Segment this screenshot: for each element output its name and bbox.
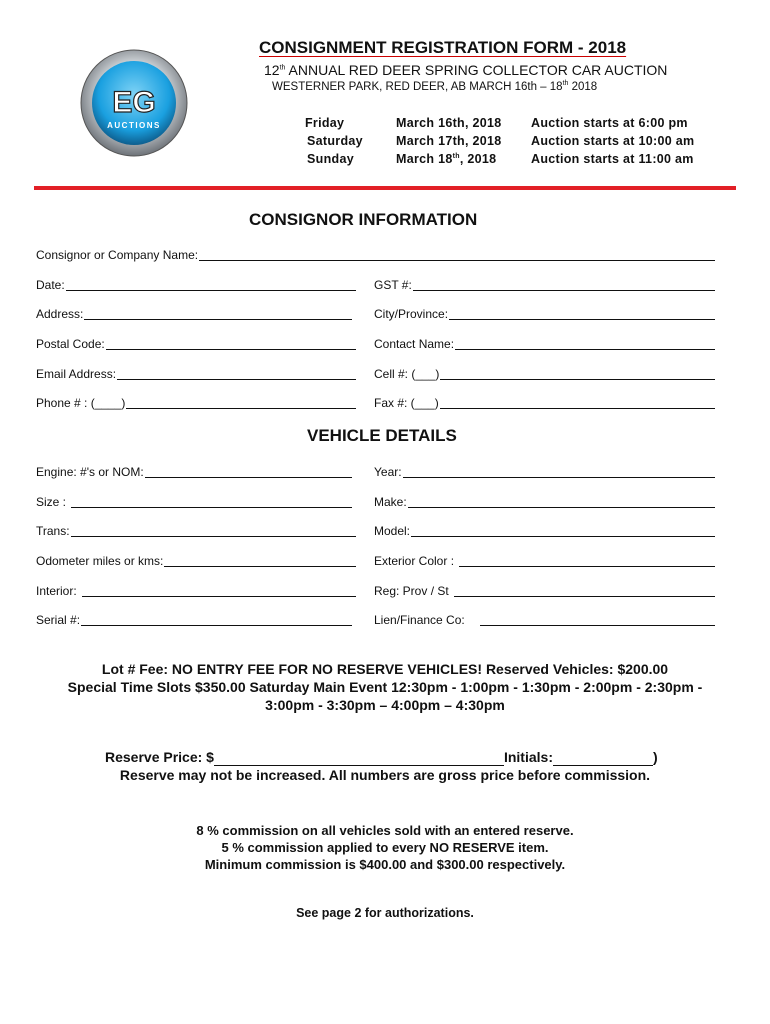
phone-field[interactable]: Phone # : (____) <box>36 396 356 410</box>
schedule-date-1: March 16th, 2018 <box>396 116 502 130</box>
interior-field[interactable]: Interior: <box>36 584 356 598</box>
logo-eg-text: EG <box>112 86 156 119</box>
city-province-field[interactable]: City/Province: <box>374 307 715 321</box>
postal-code-field[interactable]: Postal Code: <box>36 337 356 351</box>
registration-field[interactable]: Reg: Prov / St <box>374 584 715 598</box>
company-name-field[interactable]: Consignor or Company Name: <box>36 248 715 262</box>
form-title: CONSIGNMENT REGISTRATION FORM - 2018 <box>259 38 627 57</box>
trans-field[interactable]: Trans: <box>36 524 356 538</box>
cell-field[interactable]: Cell #: (___) <box>374 367 715 381</box>
contact-name-field[interactable]: Contact Name: <box>374 337 715 351</box>
reserve-price-input[interactable] <box>214 751 504 766</box>
schedule-start-2: Auction starts at 10:00 am <box>531 134 695 148</box>
gst-field[interactable]: GST #: <box>374 278 715 292</box>
footer-note: See page 2 for authorizations. <box>296 906 474 920</box>
vehicle-heading: VEHICLE DETAILS <box>307 426 457 445</box>
make-field[interactable]: Make: <box>374 495 715 509</box>
exterior-color-field[interactable]: Exterior Color : <box>374 554 715 568</box>
fax-field[interactable]: Fax #: (___) <box>374 396 715 410</box>
logo-sub-text: AUCTIONS <box>107 121 161 130</box>
date-field[interactable]: Date: <box>36 278 356 292</box>
address-field[interactable]: Address: <box>36 307 352 321</box>
schedule-day-3: Sunday <box>307 152 354 166</box>
commission-line-1: 8 % commission on all vehicles sold with an entered reserve. <box>196 823 574 838</box>
event-subtitle: 12th ANNUAL RED DEER SPRING COLLECTOR CAR AUCTION <box>264 62 668 78</box>
event-location: WESTERNER PARK, RED DEER, AB MARCH 16th – 18th 2018 <box>272 80 598 93</box>
reserve-note: Reserve may not be increased. All numbers are gross price before commission. <box>119 767 651 783</box>
serial-field[interactable]: Serial #: <box>36 613 352 627</box>
fee-line-1: Lot # Fee: NO ENTRY FEE FOR NO RESERVE VEHICLES! Reserved Vehicles: $200.00 <box>101 661 669 677</box>
model-field[interactable]: Model: <box>374 524 715 538</box>
header-divider <box>34 186 736 190</box>
schedule-date-2: March 17th, 2018 <box>396 134 502 148</box>
schedule-start-3: Auction starts at 11:00 am <box>531 152 694 166</box>
size-field[interactable]: Size : <box>36 495 352 509</box>
email-field[interactable]: Email Address: <box>36 367 356 381</box>
odometer-field[interactable]: Odometer miles or kms: <box>36 554 356 568</box>
schedule-day-1: Friday <box>305 116 345 130</box>
consignor-heading: CONSIGNOR INFORMATION <box>249 210 478 229</box>
commission-line-2: 5 % commission applied to every NO RESERVE item. <box>221 840 549 855</box>
reserve-price-row: Reserve Price: $ Initials: ) <box>105 749 658 765</box>
fee-line-3: 3:00pm - 3:30pm – 4:00pm – 4:30pm <box>265 697 505 713</box>
fee-line-2: Special Time Slots $350.00 Saturday Main Event 12:30pm - 1:00pm - 1:30pm - 2:00pm - 2:30pm - <box>67 679 703 695</box>
commission-line-3: Minimum commission is $400.00 and $300.00 respectively. <box>204 857 566 872</box>
year-field[interactable]: Year: <box>374 465 715 479</box>
schedule-day-2: Saturday <box>307 134 363 148</box>
schedule-date-3: March 18th, 2018 <box>396 152 497 166</box>
eg-auctions-logo <box>80 48 188 158</box>
initials-input[interactable] <box>553 751 653 766</box>
engine-field[interactable]: Engine: #'s or NOM: <box>36 465 352 479</box>
schedule-start-1: Auction starts at 6:00 pm <box>531 116 688 130</box>
lien-finance-field[interactable]: Lien/Finance Co: <box>374 613 715 627</box>
